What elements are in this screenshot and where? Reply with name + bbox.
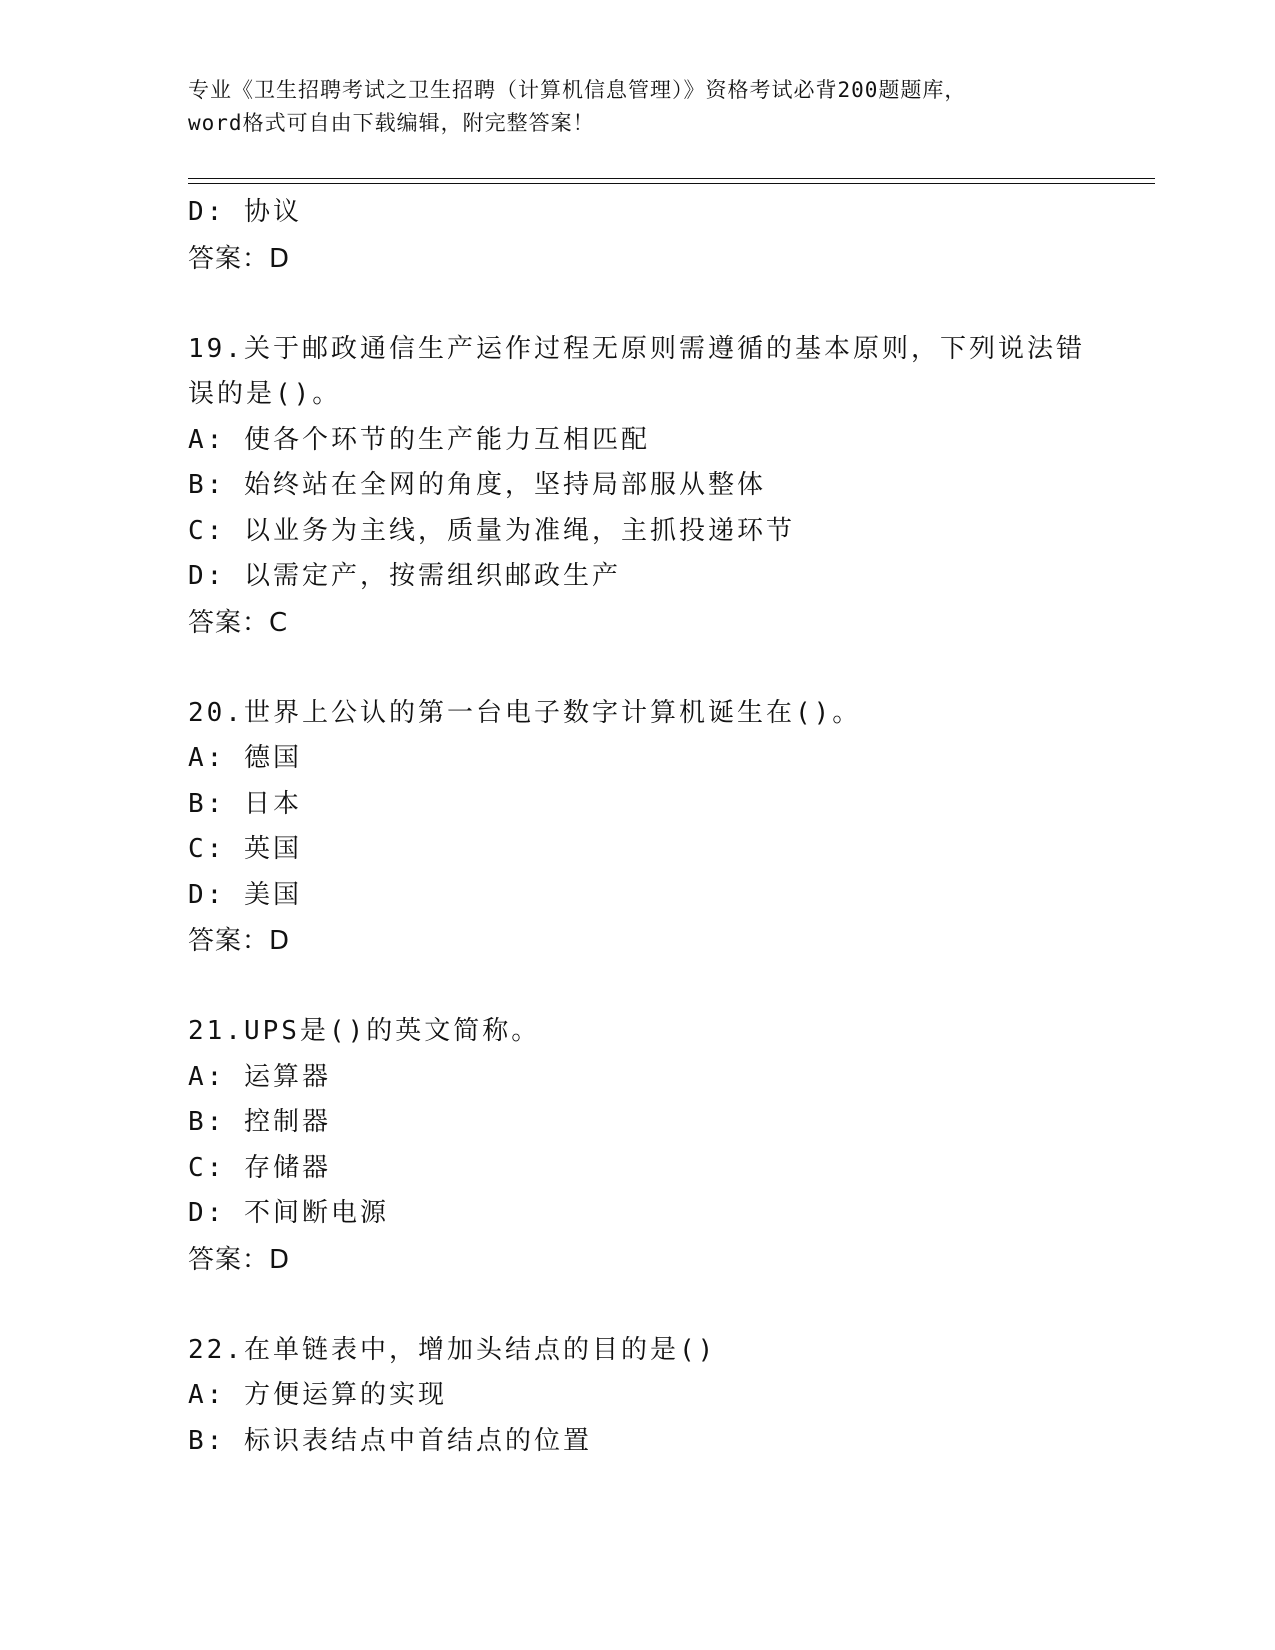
header-title-line-1: 专业《卫生招聘考试之卫生招聘（计算机信息管理）》资格考试必背200题题库， bbox=[188, 78, 967, 102]
option-b: B: 始终站在全网的角度，坚持局部服从整体 bbox=[188, 470, 766, 500]
question-text: 22.在单链表中，增加头结点的目的是() bbox=[188, 1334, 717, 1365]
option-a: A: 运算器 bbox=[188, 1061, 331, 1092]
option-b: B: 标识表结点中首结点的位置 bbox=[188, 1425, 592, 1456]
option-a: A: 方便运算的实现 bbox=[188, 1380, 447, 1410]
question-21 bbox=[188, 1009, 1128, 1283]
option-c: C: 英国 bbox=[188, 834, 302, 864]
document-header bbox=[188, 74, 1088, 140]
option-b: B: 日本 bbox=[188, 788, 302, 819]
question-text: 21.UPS是()的英文简称。 bbox=[188, 1016, 541, 1046]
option-b: B: 控制器 bbox=[188, 1107, 331, 1137]
option-d: D: 不间断电源 bbox=[188, 1198, 389, 1228]
question-18-tail bbox=[188, 190, 1128, 282]
question-19 bbox=[188, 327, 1128, 646]
answer: 答案：C bbox=[188, 607, 289, 638]
option-d: D: 美国 bbox=[188, 879, 302, 910]
question-text bbox=[188, 327, 1088, 418]
option-c: C: 存储器 bbox=[188, 1152, 331, 1183]
answer: 答案：D bbox=[188, 1244, 291, 1275]
option-a: A: 使各个环节的生产能力互相匹配 bbox=[188, 424, 650, 455]
question-20 bbox=[188, 691, 1128, 965]
questions-body bbox=[188, 190, 1128, 1464]
option-d: D: 协议 bbox=[188, 197, 302, 227]
question-text-line-2: 误的是()。 bbox=[188, 379, 342, 409]
header-title-line-2: word格式可自由下载编辑，附完整答案！ bbox=[188, 111, 595, 135]
question-text: 20.世界上公认的第一台电子数字计算机诞生在()。 bbox=[188, 697, 862, 728]
question-22 bbox=[188, 1328, 1128, 1465]
question-text-line-1: 19.关于邮政通信生产运作过程无原则需遵循的基本原则，下列说法错 bbox=[188, 333, 1085, 364]
answer: 答案：D bbox=[188, 243, 291, 274]
header-divider-bottom bbox=[188, 183, 1155, 184]
option-d: D: 以需定产，按需组织邮政生产 bbox=[188, 561, 621, 591]
answer: 答案：D bbox=[188, 926, 291, 956]
header-divider-top bbox=[188, 178, 1155, 179]
option-c: C: 以业务为主线，质量为准绳，主抓投递环节 bbox=[188, 515, 795, 546]
option-a: A: 德国 bbox=[188, 743, 302, 773]
